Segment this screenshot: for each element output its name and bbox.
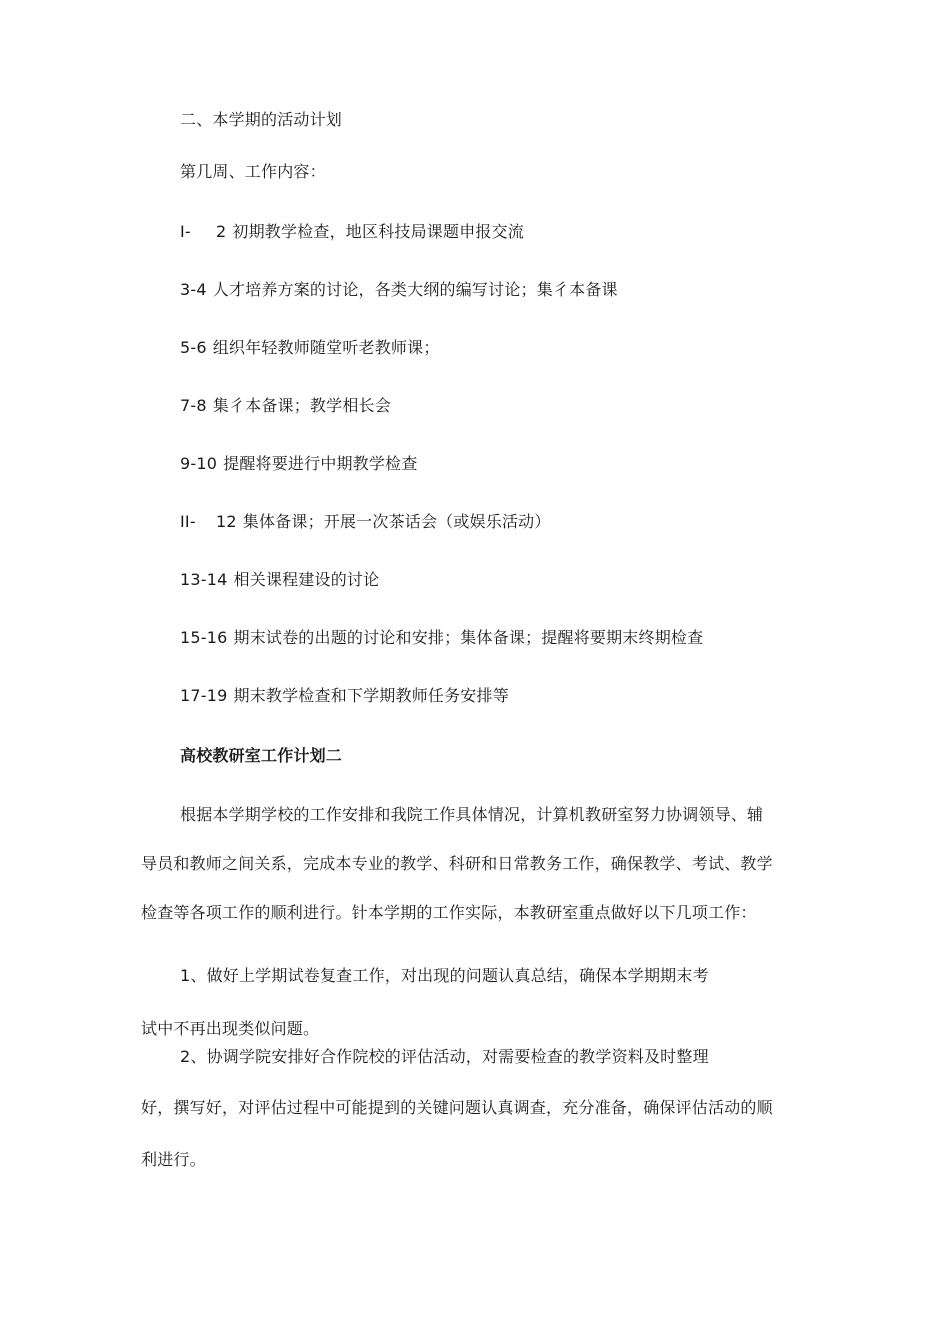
schedule-row xyxy=(180,686,509,706)
schedule-content: 初期教学检查，地区科技局课题申报交流 xyxy=(232,222,524,241)
schedule-row xyxy=(180,454,418,474)
item-2-line: 利进行。 xyxy=(141,1150,206,1169)
schedule-weeks: 5-6 xyxy=(180,338,207,357)
intro-line: 导员和教师之间关系，完成本专业的教学、科研和日常教务工作，确保教学、考试、教学 xyxy=(141,854,773,873)
item-1-line: 试中不再出现类似问题。 xyxy=(141,1019,320,1038)
schedule-weeks-end: 12 xyxy=(216,512,237,531)
schedule-row xyxy=(180,396,391,416)
schedule-weeks: I- xyxy=(180,222,191,241)
schedule-weeks: 9-10 xyxy=(180,454,218,473)
schedule-weeks: 7-8 xyxy=(180,396,207,415)
item-1-line: 1、做好上学期试卷复查工作，对出现的问题认真总结，确保本学期期末考 xyxy=(180,966,709,985)
schedule-weeks: II- xyxy=(180,512,196,531)
schedule-row xyxy=(180,628,703,648)
schedule-content: 集彳本备课；教学相长会 xyxy=(212,396,391,415)
schedule-weeks: 15-16 xyxy=(180,628,228,647)
item-2-line: 好，撰写好，对评估过程中可能提到的关键问题认真调查，充分准备，确保评估活动的顺 xyxy=(141,1098,773,1117)
schedule-content: 组织年轻教师随堂听老教师课； xyxy=(212,338,440,357)
schedule-weeks-end: 2 xyxy=(216,222,227,241)
schedule-weeks: 3-4 xyxy=(180,280,207,299)
schedule-row xyxy=(180,222,524,242)
heading-plan-two: 高校教研室工作计划二 xyxy=(180,746,343,765)
schedule-content: 集体备课；开展一次茶话会（或娱乐活动） xyxy=(242,512,551,531)
schedule-row xyxy=(180,280,618,300)
item-2-line: 2、协调学院安排好合作院校的评估活动，对需要检查的教学资料及时整理 xyxy=(180,1047,709,1066)
schedule-row xyxy=(180,512,551,532)
intro-line: 根据本学期学校的工作安排和我院工作具体情况，计算机教研室努力协调领导、辅 xyxy=(180,805,764,824)
schedule-content: 相关课程建设的讨论 xyxy=(233,570,380,589)
schedule-weeks: 17-19 xyxy=(180,686,228,705)
section-title: 二、本学期的活动计划 xyxy=(180,110,343,129)
week-header: 第几周、工作内容： xyxy=(180,162,326,181)
schedule-content: 期末试卷的出题的讨论和安排；集体备课；提醒将要期末终期检查 xyxy=(233,628,704,647)
schedule-row xyxy=(180,570,379,590)
schedule-row xyxy=(180,338,440,358)
intro-line: 检查等各项工作的顺利进行。针本学期的工作实际，本教研室重点做好以下几项工作： xyxy=(141,903,757,922)
schedule-content: 期末教学检查和下学期教师任务安排等 xyxy=(233,686,509,705)
schedule-content: 提醒将要进行中期教学检查 xyxy=(223,454,418,473)
schedule-content: 人才培养方案的讨论，各类大纲的编写讨论；集彳本备课 xyxy=(212,280,618,299)
schedule-weeks: 13-14 xyxy=(180,570,228,589)
